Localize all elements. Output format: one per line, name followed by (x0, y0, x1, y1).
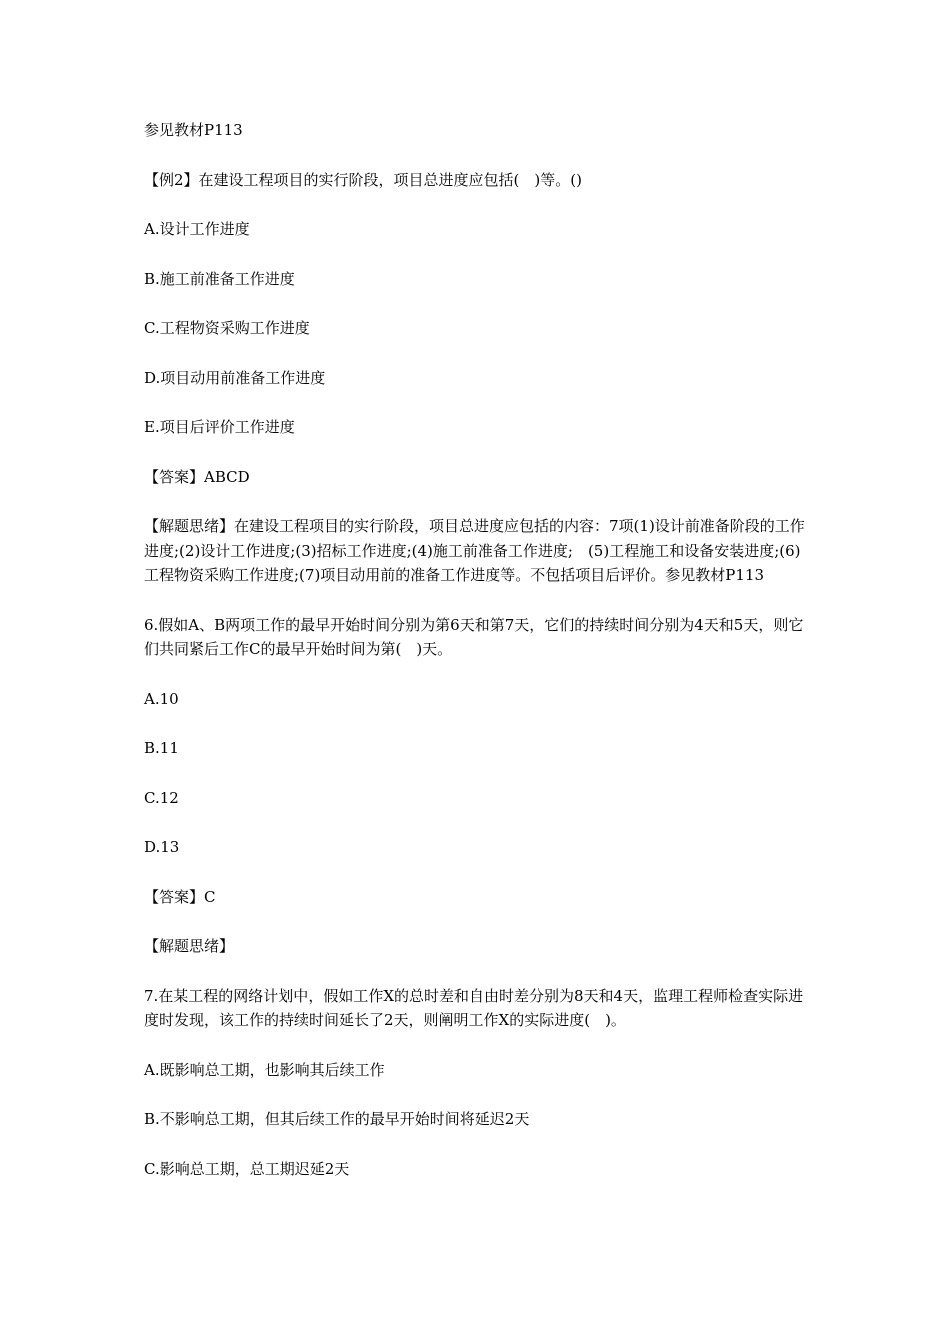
question-7-option-c: C.影响总工期，总工期迟延2天 (144, 1159, 350, 1178)
example-2-explanation: 【解题思绪】在建设工程项目的实行阶段，项目总进度应包括的内容：7项(1)设计前准备阶段的工作进度;(2)设计工作进度;(3)招标工作进度;(4)施工前准备工作进度; (5)工程施工和设备安装进度;(6)工程物资采购工作进度;(7)项目动用前的准备工作进度等。不包括项目后评价。参见教材P113 (144, 517, 805, 584)
question-6-option-c: C.12 (144, 788, 179, 807)
example-2-question: 【例2】在建设工程项目的实行阶段，项目总进度应包括( )等。() (144, 170, 582, 189)
example-2-option-b: B.施工前准备工作进度 (144, 269, 295, 288)
question-6-explanation: 【解题思绪】 (144, 937, 235, 955)
example-2-option-c: C.工程物资采购工作进度 (144, 319, 310, 337)
question-7-option-b: B.不影响总工期，但其后续工作的最早开始时间将延迟2天 (144, 1110, 530, 1128)
question-6-option-a: A.10 (144, 689, 179, 708)
reference-note: 参见教材P113 (144, 121, 243, 139)
example-2-option-d: D.项目动用前准备工作进度 (144, 368, 326, 387)
example-2-option-e: E.项目后评价工作进度 (144, 418, 295, 436)
document-page (144, 118, 808, 1206)
question-7: 7.在某工程的网络计划中，假如工作X的总时差和自由时差分别为8天和4天，监理工程师检查实际进度时发现，该工作的持续时间延长了2天，则阐明工作X的实际进度( )。 (144, 986, 804, 1029)
question-6-answer: 【答案】C (144, 887, 216, 906)
question-6: 6.假如A、B两项工作的最早开始时间分别为第6天和第7天，它们的持续时间分别为4天和5天，则它们共同紧后工作C的最早开始时间为第( )天。 (144, 615, 804, 658)
example-2-answer: 【答案】ABCD (144, 467, 250, 486)
question-7-option-a: A.既影响总工期，也影响其后续工作 (144, 1060, 385, 1079)
example-2-option-a: A.设计工作进度 (144, 220, 250, 238)
question-6-option-b: B.11 (144, 739, 179, 757)
question-6-option-d: D.13 (144, 838, 180, 856)
